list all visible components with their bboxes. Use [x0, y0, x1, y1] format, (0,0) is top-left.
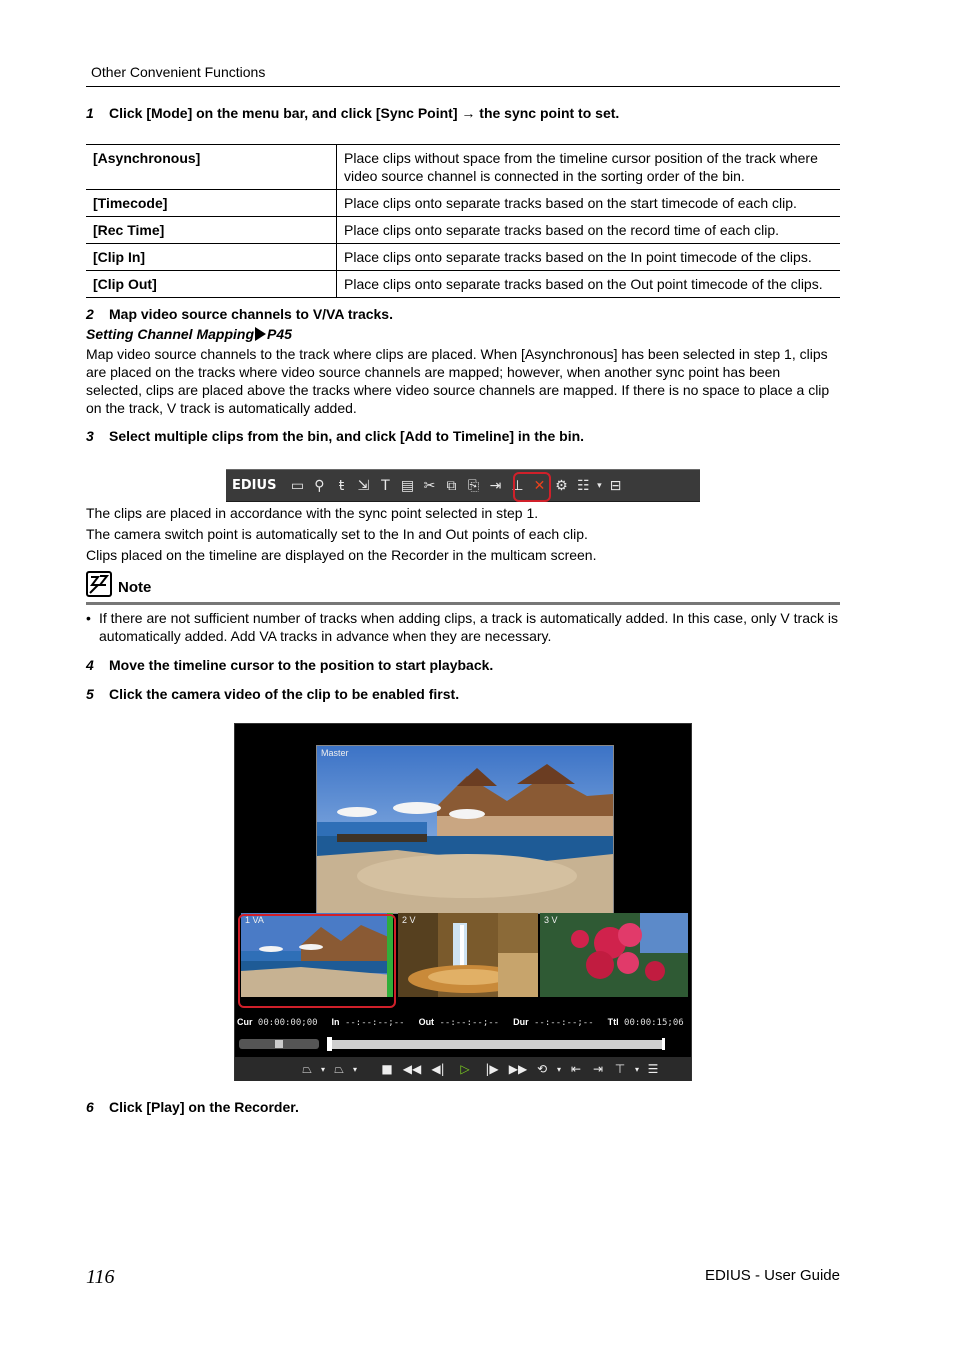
table-key: [Timecode]	[86, 190, 337, 217]
mapping-paragraph: Map video source channels to the track where clips are placed. When [Asynchronous] has been selected in step 1, clips are placed on the tracks where video source channels are mapped; however, when another sync point has been selected, clips are placed above the tracks where video source channels are mapped. If there is no space to place a clip on the track, V track is automatically added.	[86, 346, 830, 416]
table-row	[86, 271, 840, 298]
overwrite-icon[interactable]: ⇥	[592, 1062, 604, 1076]
table-key: [Asynchronous]	[86, 145, 337, 190]
master-preview[interactable]	[316, 745, 614, 914]
source-browser-icon[interactable]: ⊟	[609, 477, 622, 494]
cur-label: Cur	[237, 1016, 253, 1027]
out-timecode	[419, 1017, 500, 1028]
page-number: 116	[86, 1266, 115, 1288]
edius-logo: EDIUS	[232, 478, 277, 493]
step-2	[86, 306, 393, 322]
link-page: P45	[267, 326, 292, 342]
delete-icon[interactable]: ✕	[533, 477, 546, 494]
master-label: Master	[321, 748, 349, 758]
camera-2-preview[interactable]	[398, 913, 538, 997]
menu-icon[interactable]: ☰	[647, 1062, 659, 1076]
header-rule	[86, 86, 840, 87]
cur-value: 00:00:00;00	[257, 1017, 318, 1028]
step-number: 2	[86, 306, 94, 322]
stop-icon[interactable]: ■	[381, 1062, 393, 1076]
step-4	[86, 657, 493, 673]
ttl-timecode	[608, 1017, 684, 1028]
cross-reference-link[interactable]	[86, 326, 292, 342]
step-number: 1	[86, 105, 94, 121]
import-icon[interactable]: ⇲	[357, 477, 370, 494]
add-to-timeline-highlight	[513, 472, 551, 502]
cut-icon[interactable]: ✂	[423, 477, 436, 494]
add-to-timeline-icon[interactable]: ⊥	[511, 477, 524, 494]
properties-icon[interactable]: ⚙	[555, 477, 568, 494]
result-line: The clips are placed in accordance with the sync point selected in step 1.	[86, 505, 539, 521]
note-title: Note	[118, 579, 152, 596]
view-icon[interactable]: ☷	[577, 477, 590, 494]
note-text: If there are not sufficient number of tracks when adding clips, a track is automatically added. In this case, only V track is automatically added. Add VA tracks in advance when they are necessary.	[99, 610, 838, 644]
fast-forward-icon[interactable]: ▶▶	[508, 1062, 528, 1076]
cur-timecode	[237, 1017, 318, 1028]
dur-label: Dur	[513, 1016, 529, 1027]
note-icon	[86, 571, 112, 597]
search-icon[interactable]: ⚲	[314, 477, 325, 494]
camera-1-label: 1 VA	[245, 915, 264, 925]
step-text: Click [Mode] on the menu bar, and click [Sync Point] → the sync point to set.	[109, 105, 620, 121]
folder-icon[interactable]: ▭	[290, 477, 305, 494]
shuttle-handle	[275, 1040, 283, 1048]
table-row	[86, 217, 840, 244]
chevron-down-icon[interactable]: ▾	[634, 1064, 639, 1074]
ttl-label: Ttl	[607, 1016, 619, 1027]
table-row	[86, 190, 840, 217]
frame-forward-icon[interactable]: |▶	[485, 1062, 499, 1076]
up-folder-icon[interactable]: ŧ	[338, 477, 345, 494]
step-number: 5	[86, 686, 94, 702]
step-5	[86, 686, 459, 702]
step-3	[86, 428, 584, 444]
table-row	[86, 145, 840, 190]
playback-controls	[235, 1057, 691, 1081]
play-icon[interactable]: ▷	[460, 1062, 470, 1076]
step-text: Click the camera video of the clip to be enabled first.	[109, 686, 460, 702]
table-desc: Place clips onto separate tracks based on the start timecode of each clip.	[337, 190, 841, 217]
in-label: In	[331, 1016, 340, 1027]
dur-timecode	[513, 1017, 594, 1028]
running-header: Other Convenient Functions	[91, 64, 266, 80]
export-icon[interactable]: ⊤	[614, 1062, 626, 1076]
loop-icon[interactable]: ⟲	[536, 1062, 548, 1076]
step-number: 4	[86, 657, 94, 673]
footer-title: EDIUS - User Guide	[704, 1267, 840, 1284]
ttl-value: 00:00:15;06	[624, 1017, 684, 1028]
reference-arrow-icon	[255, 327, 266, 341]
step-text: Move the timeline cursor to the position to start playback.	[109, 657, 494, 673]
chevron-down-icon[interactable]: ▾	[320, 1064, 325, 1074]
sync-point-table	[86, 144, 840, 298]
paste-icon[interactable]: ⎘	[467, 477, 480, 494]
copy-icon[interactable]: ⧉	[446, 477, 457, 494]
timecode-bar	[237, 1015, 689, 1029]
title-icon[interactable]: T	[381, 477, 390, 494]
table-row	[86, 244, 840, 271]
in-timecode	[332, 1017, 405, 1028]
out-value: --:--:--;--	[439, 1017, 500, 1028]
bin-toolbar	[226, 469, 700, 502]
result-line: The camera switch point is automatically set to the In and Out points of each clip.	[86, 526, 588, 542]
camera-3-preview[interactable]	[540, 913, 688, 997]
chevron-down-icon[interactable]: ▾	[597, 480, 602, 491]
dur-value: --:--:--;--	[534, 1017, 594, 1028]
link-text: Setting Channel Mapping	[86, 326, 254, 342]
camera-3-label: 3 V	[544, 915, 558, 925]
position-slider[interactable]	[239, 1036, 689, 1052]
table-desc: Place clips onto separate tracks based on the In point timecode of the clips.	[337, 244, 841, 271]
camera-2-label: 2 V	[402, 915, 416, 925]
multicam-recorder	[234, 723, 692, 1081]
frame-back-icon[interactable]: ◀|	[431, 1062, 445, 1076]
step-1	[86, 105, 619, 121]
chevron-down-icon[interactable]: ▾	[556, 1064, 561, 1074]
table-desc: Place clips onto separate tracks based on the Out point timecode of the clips.	[337, 271, 841, 298]
result-line: Clips placed on the timeline are displayed on the Recorder in the multicam screen.	[86, 547, 597, 563]
in-value: --:--:--;--	[344, 1017, 405, 1028]
set-in-icon[interactable]: ⏢	[302, 1061, 312, 1076]
insert-icon[interactable]: ⇤	[570, 1062, 582, 1076]
bullet-icon: •	[86, 610, 91, 626]
table-key: [Clip Out]	[86, 271, 337, 298]
step-6	[86, 1099, 299, 1115]
step-number: 3	[86, 428, 94, 444]
table-key: [Rec Time]	[86, 217, 337, 244]
step-text: Click [Play] on the Recorder.	[109, 1099, 299, 1115]
playhead-handle	[327, 1037, 332, 1051]
camera-1-highlight	[238, 914, 396, 1008]
table-desc: Place clips without space from the timeline cursor position of the track where video source channel is connected in the sorting order of the bin.	[337, 145, 841, 190]
table-key: [Clip In]	[86, 244, 337, 271]
set-out-icon[interactable]: ⏢	[334, 1061, 344, 1076]
table-desc: Place clips onto separate tracks based on the record time of each clip.	[337, 217, 841, 244]
add-to-player-icon[interactable]: ⇥	[489, 477, 502, 494]
step-text: Map video source channels to V/VA tracks.	[109, 306, 393, 322]
step-number: 6	[86, 1099, 94, 1115]
color-bar-icon[interactable]: ▤	[400, 477, 415, 494]
step-text: Select multiple clips from the bin, and click [Add to Timeline] in the bin.	[109, 428, 585, 444]
note-rule	[86, 602, 840, 605]
chevron-down-icon[interactable]: ▾	[352, 1064, 357, 1074]
rewind-icon[interactable]: ◀◀	[402, 1062, 422, 1076]
note-item	[86, 609, 840, 645]
out-label: Out	[418, 1016, 435, 1027]
